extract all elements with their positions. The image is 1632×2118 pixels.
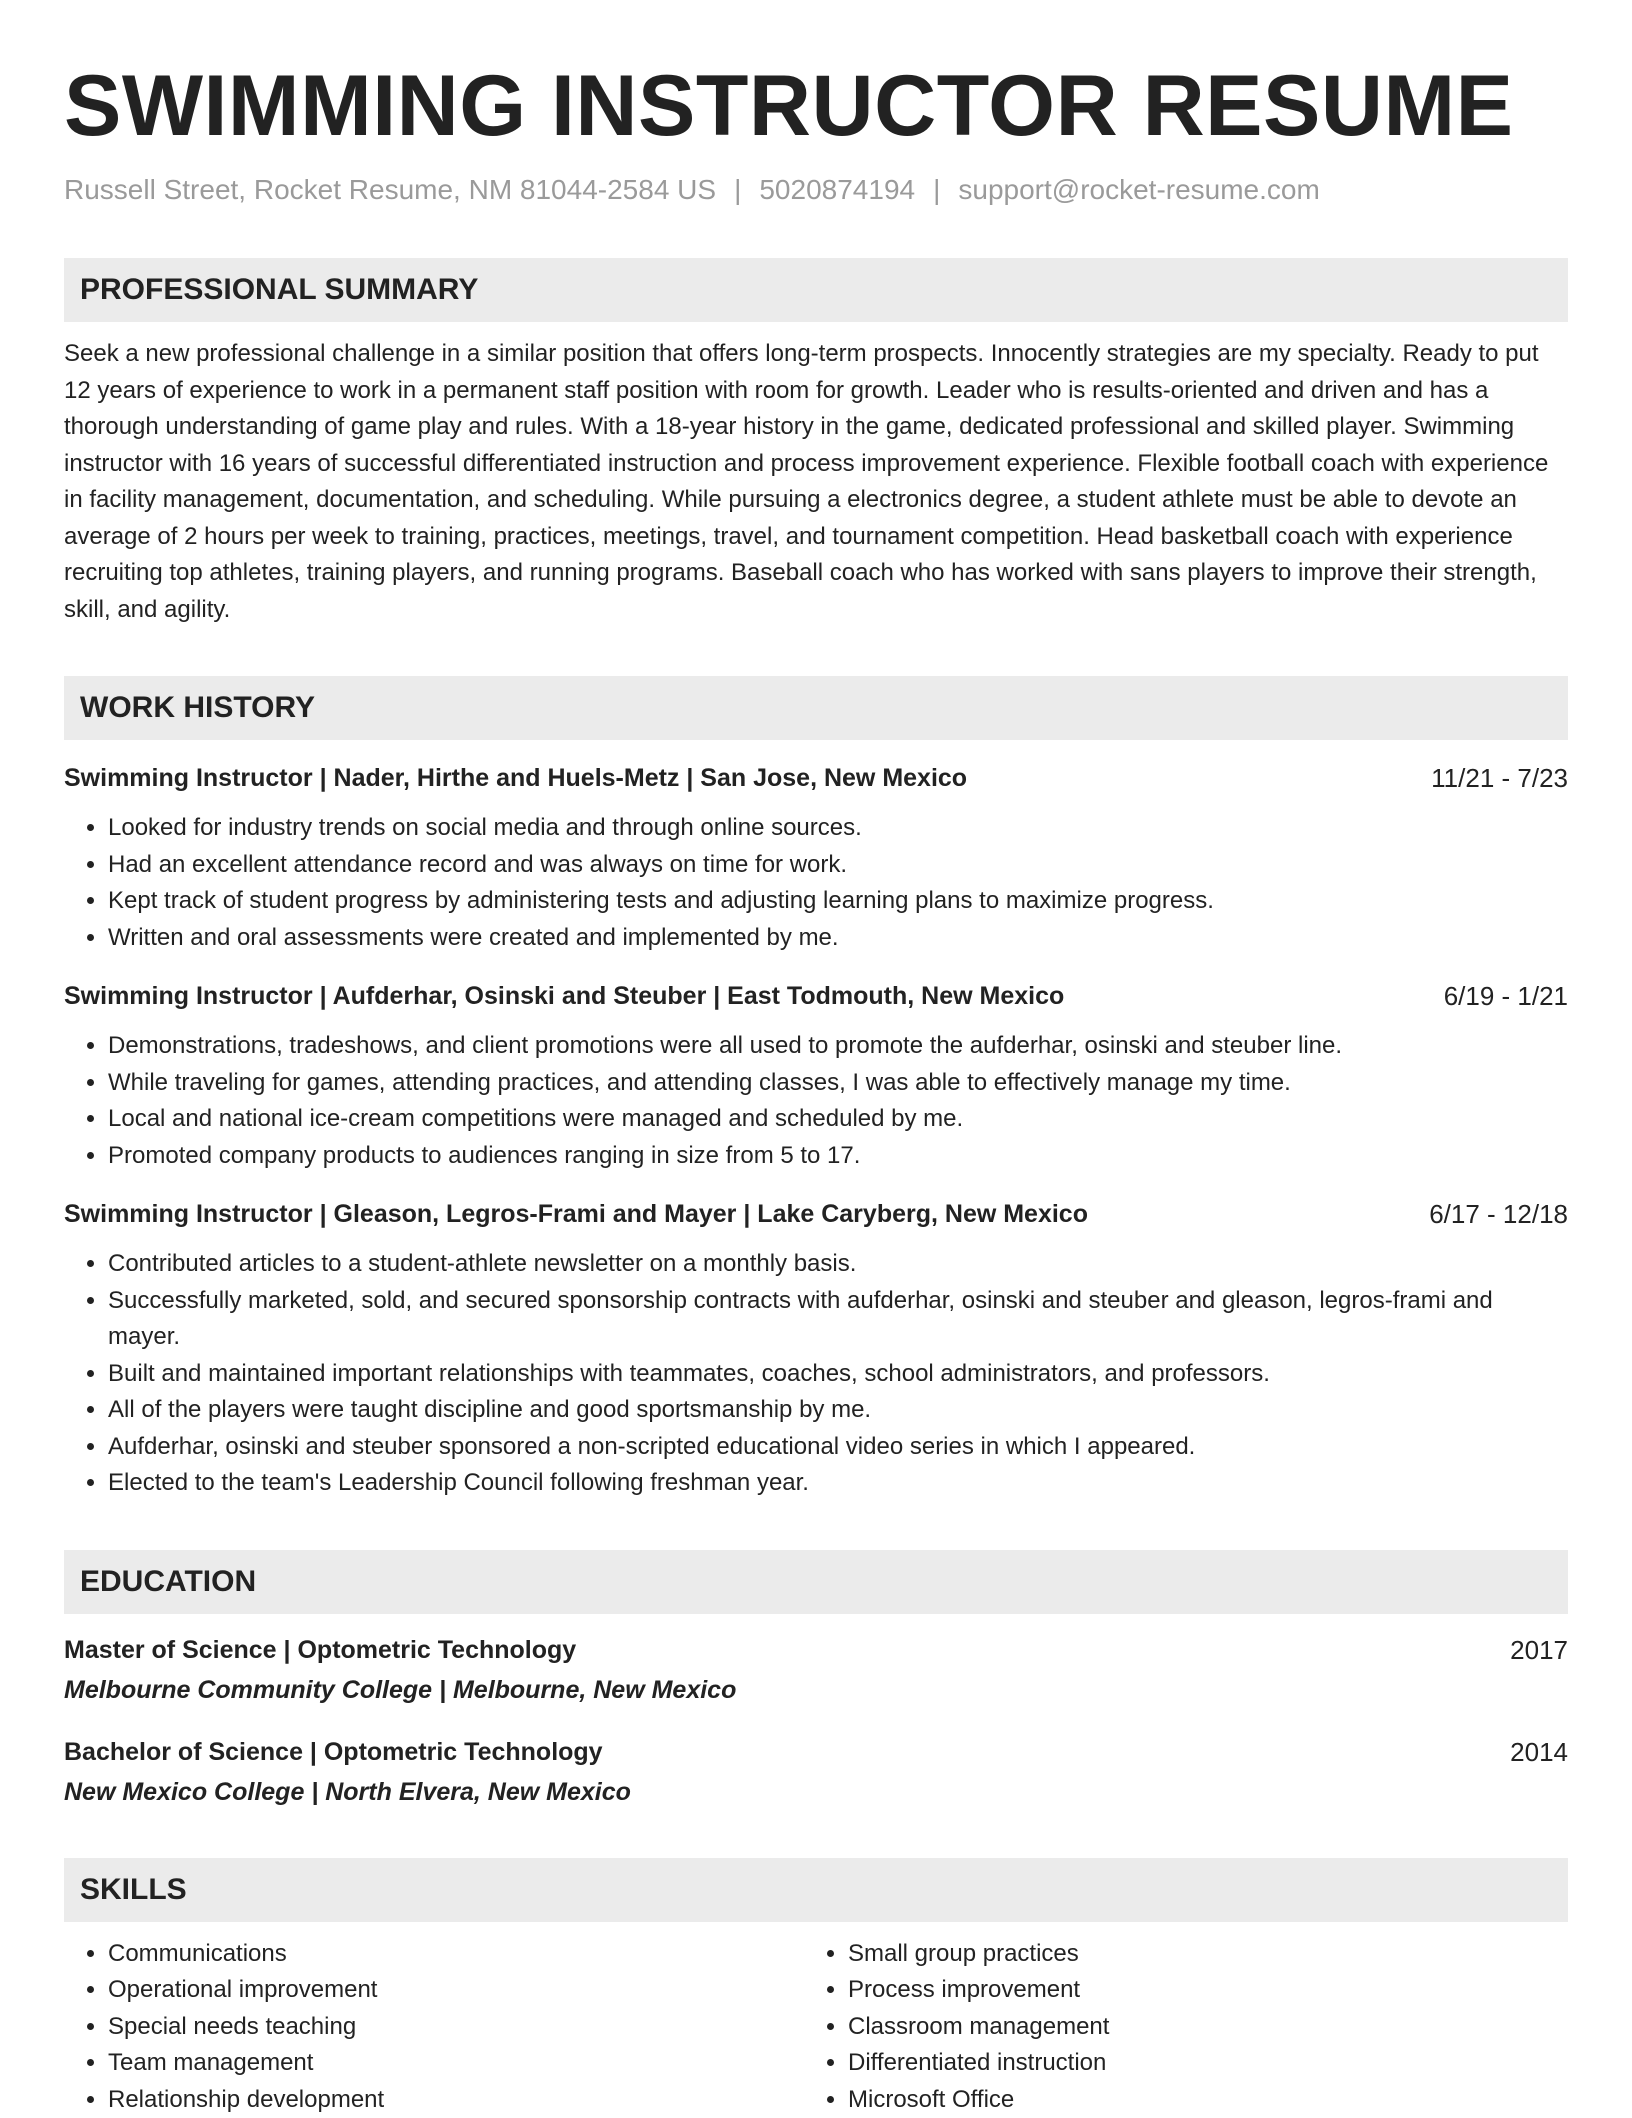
job-heading: Swimming Instructor | Gleason, Legros-Frami and Mayer | Lake Caryberg, New Mexico — [64, 1196, 1088, 1232]
job-bullet: • Aufderhar, osinski and steuber sponsored a non-scripted educational video series in which I appeared. — [108, 1429, 1568, 1466]
education-school: New Mexico College | North Elvera, New Mexico — [64, 1774, 1568, 1810]
education-degree: Master of Science | Optometric Technology — [64, 1632, 576, 1668]
section-header-work-history: WORK HISTORY — [64, 676, 1568, 740]
education-year: 2017 — [1510, 1632, 1568, 1668]
job-bullet: • Kept track of student progress by administering tests and adjusting learning plans to maximize progress. — [108, 883, 1568, 920]
skill-item: • Microsoft Office — [848, 2082, 1544, 2118]
job-bullet: • Had an excellent attendance record and was always on time for work. — [108, 847, 1568, 884]
education-entry — [64, 1734, 1568, 1810]
skill-item: • Team management — [108, 2045, 804, 2082]
education-header — [64, 1734, 1568, 1770]
job-bullet: • Built and maintained important relationships with teammates, coaches, school administrators, and professors. — [108, 1356, 1568, 1393]
contact-phone: 5020874194 — [759, 174, 915, 205]
job-heading: Swimming Instructor | Nader, Hirthe and Huels-Metz | San Jose, New Mexico — [64, 760, 967, 796]
job-bullets — [64, 1028, 1568, 1174]
job-dates: 11/21 - 7/23 — [1431, 760, 1568, 796]
skill-item: • Operational improvement — [108, 1972, 804, 2009]
skill-item: • Classroom management — [848, 2009, 1544, 2046]
job-bullet: • Contributed articles to a student-athlete newsletter on a monthly basis. — [108, 1246, 1568, 1283]
contact-line — [64, 172, 1568, 208]
section-header-skills: SKILLS — [64, 1858, 1568, 1922]
job-bullet: • Looked for industry trends on social media and through online sources. — [108, 810, 1568, 847]
job-dates: 6/19 - 1/21 — [1444, 978, 1568, 1014]
contact-separator: | — [915, 174, 958, 205]
job-entry — [64, 1196, 1568, 1502]
job-bullet: • Elected to the team's Leadership Council following freshman year. — [108, 1465, 1568, 1502]
job-entry — [64, 760, 1568, 956]
skills-column-left — [64, 1936, 804, 2118]
education-entry — [64, 1632, 1568, 1708]
job-bullet: • Promoted company products to audiences ranging in size from 5 to 17. — [108, 1138, 1568, 1175]
job-header — [64, 978, 1568, 1014]
section-header-summary: PROFESSIONAL SUMMARY — [64, 258, 1568, 322]
contact-address: Russell Street, Rocket Resume, NM 81044-2584 US — [64, 174, 716, 205]
job-bullets — [64, 1246, 1568, 1502]
summary-text: Seek a new professional challenge in a similar position that offers long-term prospects. Innocently strategies are my specialty. Ready to put 12 years of experience to work in a permanent staff position with room for growth. Leader who is results-oriented and driven and has a thorough understanding of game play and rules. With a 18-year history in the game, dedicated professional and skilled player. Swimming instructor with 16 years of successful differentiated instruction and process improvement experience. Flexible football coach with experience in facility management, documentation, and scheduling. While pursuing a electronics degree, a student athlete must be able to devote an average of 2 hours per week to training, practices, meetings, travel, and tournament competition. Head basketball coach with experience recruiting top athletes, training players, and running programs. Baseball coach who has worked with sans players to improve their strength, skill, and agility. — [64, 336, 1568, 628]
job-bullets — [64, 810, 1568, 956]
section-header-education: EDUCATION — [64, 1550, 1568, 1614]
job-entry — [64, 978, 1568, 1174]
job-header — [64, 760, 1568, 796]
job-header — [64, 1196, 1568, 1232]
contact-email: support@rocket-resume.com — [958, 174, 1319, 205]
skill-item: • Relationship development — [108, 2082, 804, 2118]
contact-separator: | — [716, 174, 759, 205]
job-bullet: • Demonstrations, tradeshows, and client promotions were all used to promote the aufderhar, osinski and steuber line. — [108, 1028, 1568, 1065]
skill-item: • Process improvement — [848, 1972, 1544, 2009]
skill-item: • Special needs teaching — [108, 2009, 804, 2046]
skills-list — [64, 1936, 1568, 2118]
job-bullet: • Written and oral assessments were created and implemented by me. — [108, 920, 1568, 957]
job-dates: 6/17 - 12/18 — [1429, 1196, 1568, 1232]
job-bullet: • Successfully marketed, sold, and secured sponsorship contracts with aufderhar, osinski and steuber and gleason, legros-frami and mayer. — [108, 1283, 1568, 1356]
education-school: Melbourne Community College | Melbourne, New Mexico — [64, 1672, 1568, 1708]
skill-item: • Differentiated instruction — [848, 2045, 1544, 2082]
skill-item: • Small group practices — [848, 1936, 1544, 1973]
skill-item: • Communications — [108, 1936, 804, 1973]
job-bullet: • While traveling for games, attending practices, and attending classes, I was able to effectively manage my time. — [108, 1065, 1568, 1102]
job-bullet: • Local and national ice-cream competitions were managed and scheduled by me. — [108, 1101, 1568, 1138]
education-year: 2014 — [1510, 1734, 1568, 1770]
job-heading: Swimming Instructor | Aufderhar, Osinski and Steuber | East Todmouth, New Mexico — [64, 978, 1064, 1014]
job-bullet: • All of the players were taught discipline and good sportsmanship by me. — [108, 1392, 1568, 1429]
education-header — [64, 1632, 1568, 1668]
skills-column-right — [804, 1936, 1544, 2118]
education-degree: Bachelor of Science | Optometric Technology — [64, 1734, 603, 1770]
resume-title: SWIMMING INSTRUCTOR RESUME — [64, 54, 1568, 158]
